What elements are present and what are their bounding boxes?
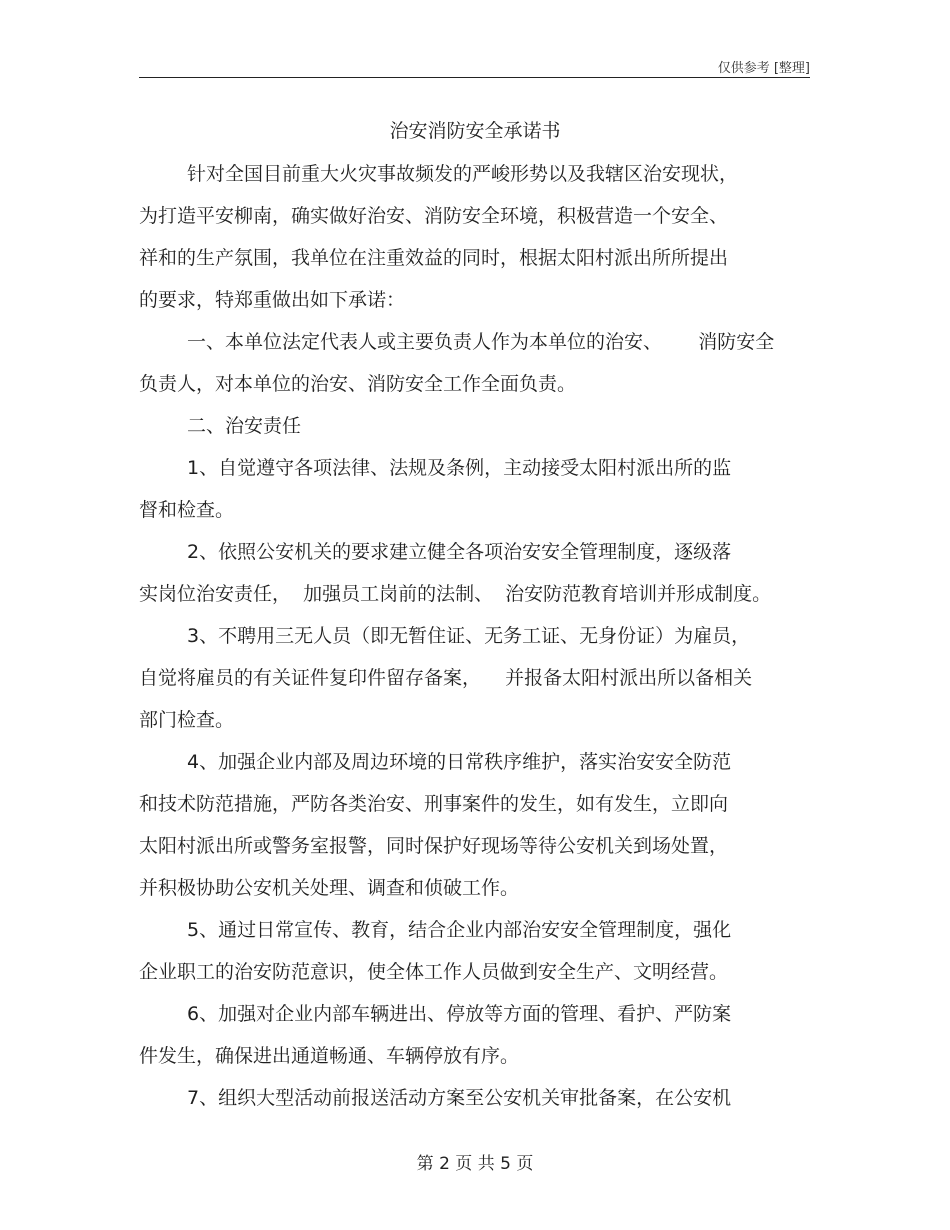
text-line: 一、本单位法定代表人或主要负责人作为本单位的治安、 消防安全 — [187, 331, 775, 353]
page-footer: 第 2 页 共 5 页 — [416, 1154, 534, 1174]
text-line: 为打造平安柳南，确实做好治安、消防安全环境，积极营造一个安全、 — [139, 205, 729, 227]
document-body — [139, 153, 819, 1119]
text-line: 和技术防范措施，严防各类治安、刑事案件的发生，如有发生，立即向 — [139, 793, 729, 815]
document-title: 治安消防安全承诺书 — [389, 120, 561, 142]
text-line: 3、不聘用三无人员（即无暂住证、无务工证、无身份证）为雇员， — [187, 625, 751, 647]
text-line: 二、治安责任 — [187, 415, 302, 437]
header-note: 仅供参考 [整理] — [717, 61, 810, 76]
text-line: 企业职工的治安防范意识，使全体工作人员做到安全生产、文明经营。 — [139, 961, 729, 983]
text-line: 6、加强对企业内部车辆进出、停放等方面的管理、看护、严防案 — [187, 1003, 732, 1025]
text-line: 5、通过日常宣传、教育，结合企业内部治安安全管理制度，强化 — [187, 919, 732, 941]
text-line: 实岗位治安责任， 加强员工岗前的法制、 治安防范教育培训并形成制度。 — [139, 583, 772, 605]
text-line: 的要求，特郑重做出如下承诺： — [139, 289, 406, 311]
text-line: 并积极协助公安机关处理、调查和侦破工作。 — [139, 877, 520, 899]
text-line: 负责人，对本单位的治安、消防安全工作全面负责。 — [139, 373, 577, 395]
text-line: 2、依照公安机关的要求建立健全各项治安安全管理制度，逐级落 — [187, 541, 732, 563]
header-rule — [139, 77, 810, 78]
text-line: 件发生，确保进出通道畅通、车辆停放有序。 — [139, 1045, 520, 1067]
text-line: 4、加强企业内部及周边环境的日常秩序维护，落实治安安全防范 — [187, 751, 732, 773]
text-line: 针对全国目前重大火灾事故频发的严峻形势以及我辖区治安现状， — [187, 163, 739, 185]
text-line: 太阳村派出所或警务室报警，同时保护好现场等待公安机关到场处置， — [139, 835, 729, 857]
text-line: 1、自觉遵守各项法律、法规及条例，主动接受太阳村派出所的监 — [187, 457, 732, 479]
text-line: 自觉将雇员的有关证件复印件留存备案， 并报备太阳村派出所以备相关 — [139, 667, 753, 689]
text-line: 7、组织大型活动前报送活动方案至公安机关审批备案，在公安机 — [187, 1087, 732, 1109]
text-line: 部门检查。 — [139, 709, 235, 731]
text-line: 祥和的生产氛围，我单位在注重效益的同时，根据太阳村派出所所提出 — [139, 247, 729, 269]
text-line: 督和检查。 — [139, 499, 235, 521]
